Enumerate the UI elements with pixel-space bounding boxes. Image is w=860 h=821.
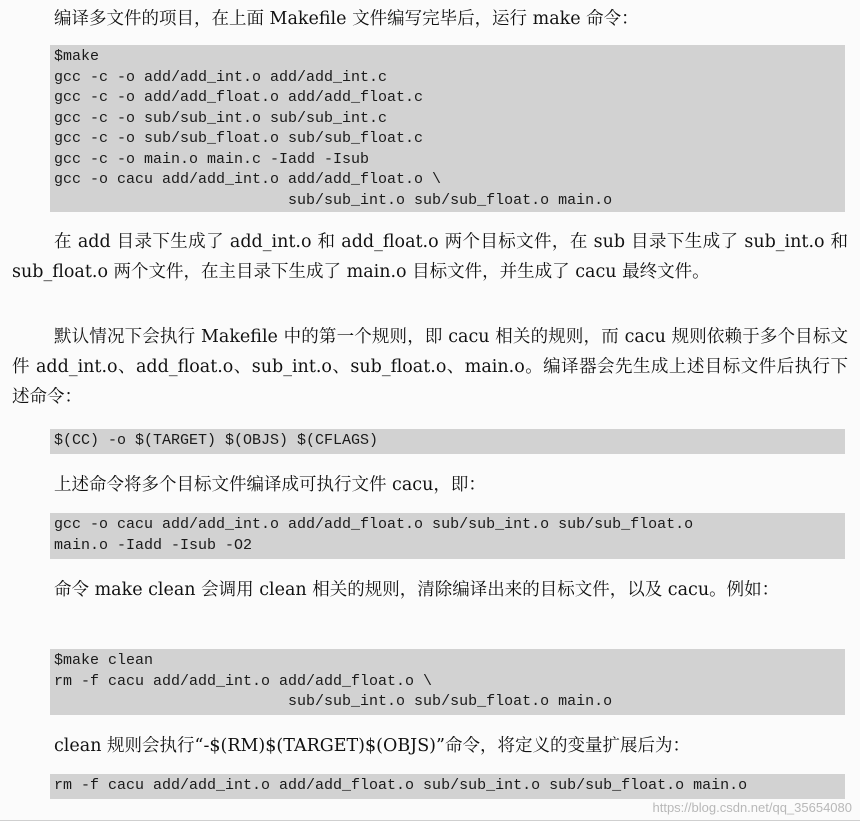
default-rule-paragraph: 默认情况下会执行 Makefile 中的第一个规则，即 cacu 相关的规则，而 cacu 规则依赖于多个目标文件 add_int.o、add_float.o、sub_int.o、sub_float.o、main.o。编译器会先生成上述目标文件后执行下述命令： [12, 327, 848, 407]
make-clean-paragraph: 命令 make clean 会调用 clean 相关的规则，清除编译出来的目标文件，以及 cacu。例如： [54, 580, 780, 600]
expanded-command-code-block: gcc -o cacu add/add_int.o add/add_float.o sub/sub_int.o sub/sub_float.o main.o -Iadd -Isub -O2 [50, 513, 845, 559]
make-clean-code-block: $make clean rm -f cacu add/add_int.o add/add_float.o \ sub/sub_int.o sub/sub_float.o main.o [50, 649, 845, 715]
intro-paragraph: 编译多文件的项目，在上面 Makefile 文件编写完毕后，运行 make 命令： [54, 9, 639, 29]
compile-description-paragraph: 上述命令将多个目标文件编译成可执行文件 cacu，即： [54, 475, 486, 495]
rm-expanded-code-block: rm -f cacu add/add_int.o add/add_float.o sub/sub_int.o sub/sub_float.o main.o [50, 774, 845, 799]
rule-command-code-block: $(CC) -o $(TARGET) $(OBJS) $(CFLAGS) [50, 429, 845, 454]
clean-rule-paragraph: clean 规则会执行“-$(RM)$(TARGET)$(OBJS)”命令，将定义的变量扩展后为： [54, 736, 690, 756]
watermark-url: https://blog.csdn.net/qq_35654080 [652, 800, 852, 815]
build-result-paragraph: 在 add 目录下生成了 add_int.o 和 add_float.o 两个目标文件，在 sub 目录下生成了 sub_int.o 和 sub_float.o 两个文件，在主目录下生成了 main.o 目标文件，并生成了 cacu 最终文件。 [12, 232, 848, 282]
make-output-code-block: $make gcc -c -o add/add_int.o add/add_int.c gcc -c -o add/add_float.o add/add_float.c gcc -c -o sub/sub_int.o sub/sub_int.c gcc -c -o sub/sub_float.o sub/sub_float.c gcc -c -o main.o main.c -Iadd -Isub gcc -o cacu add/add_int.o add/add_float.o \ sub/sub_int.o sub/sub_float.o main.o [50, 45, 845, 212]
